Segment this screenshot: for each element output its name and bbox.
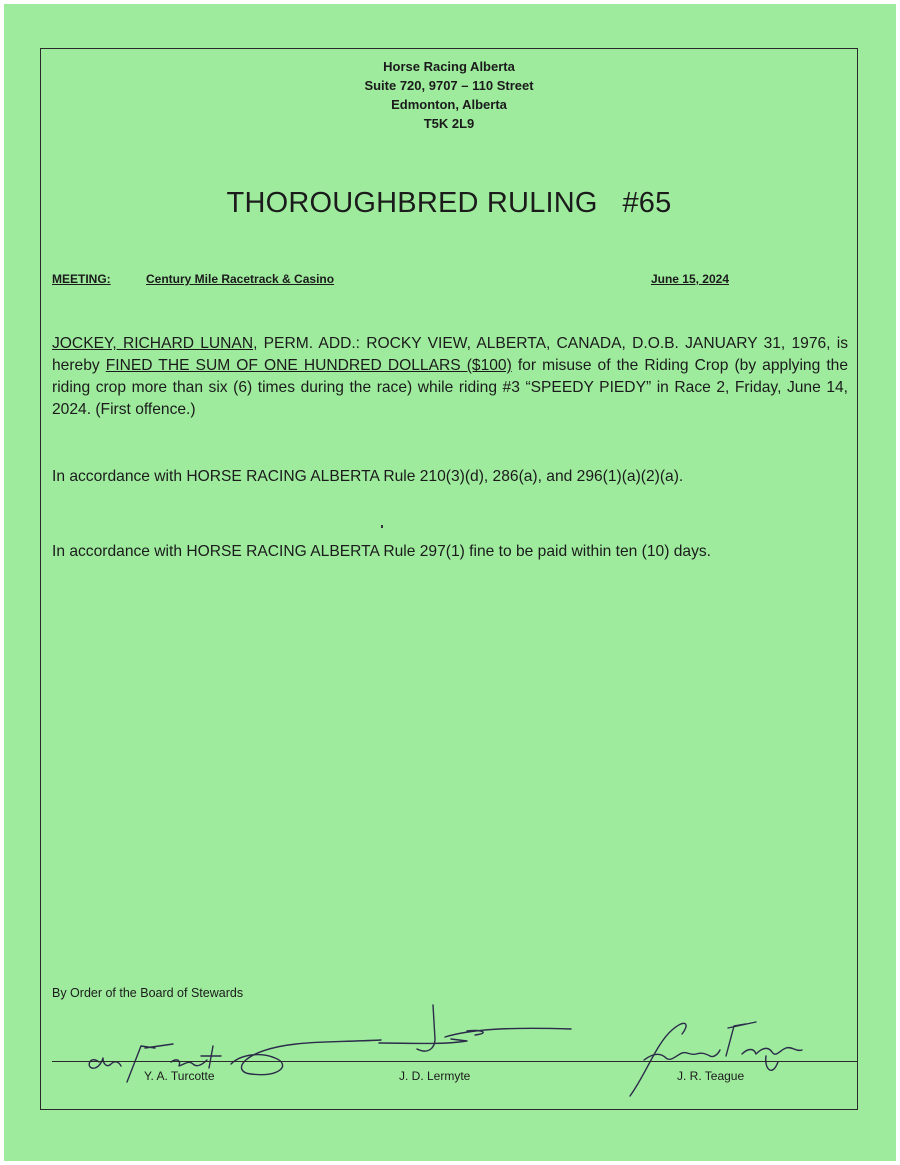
meeting-label: MEETING: <box>52 272 111 286</box>
letterhead <box>41 57 857 133</box>
rule-reference-1: In accordance with HORSE RACING ALBERTA Rule 210(3)(d), 286(a), and 296(1)(a)(2)(a). <box>52 468 684 485</box>
ruling-text-b: for misuse of the Riding Crop (by applying the riding crop more than six (6) times during the race) while riding #3 “SPEEDY PIEDY” in Race 2, Friday, June 14, 2024. (First offence.) <box>52 357 848 418</box>
ruling-subject: JOCKEY, RICHARD LUNAN <box>52 335 254 352</box>
steward-name-lermyte: J. D. Lermyte <box>399 1069 471 1083</box>
ink-speck <box>381 525 383 528</box>
signature-turcotte <box>81 1024 341 1094</box>
postal-code: T5K 2L9 <box>423 116 475 131</box>
meeting-venue: Century Mile Racetrack & Casino <box>146 272 335 286</box>
document-frame <box>40 48 858 1110</box>
signature-line <box>52 1061 857 1062</box>
ruling-title: THOROUGHBRED RULING #65 <box>226 187 672 219</box>
ruling-text-a: , PERM. ADD.: ROCKY VIEW, ALBERTA, CANADA, D.O.B. JANUARY 31, 1976, is hereby <box>52 335 849 374</box>
ruling-paragraph <box>52 333 848 421</box>
by-order-text: By Order of the Board of Stewards <box>52 986 244 1000</box>
ruling-sheet <box>4 4 896 1161</box>
meeting-date: June 15, 2024 <box>650 272 729 286</box>
signature-lermyte <box>371 999 591 1074</box>
address-line-1: Suite 720, 9707 – 110 Street <box>364 78 534 93</box>
rule-reference-2: In accordance with HORSE RACING ALBERTA Rule 297(1) fine to be paid within ten (10) days. <box>52 543 712 560</box>
signature-teague <box>616 1004 816 1099</box>
org-name: Horse Racing Alberta <box>383 59 515 74</box>
ruling-penalty: FINED THE SUM OF ONE HUNDRED DOLLARS ($100) <box>105 357 512 374</box>
steward-name-turcotte: Y. A. Turcotte <box>144 1069 215 1083</box>
address-line-2: Edmonton, Alberta <box>391 97 507 112</box>
steward-name-teague: J. R. Teague <box>677 1069 745 1083</box>
